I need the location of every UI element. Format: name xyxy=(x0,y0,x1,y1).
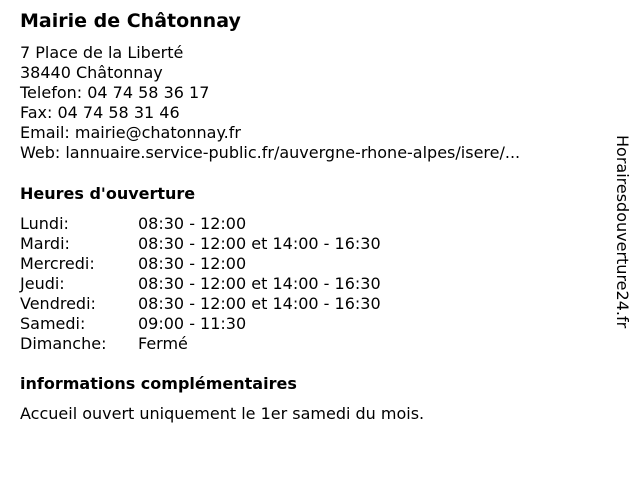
hours-time: 08:30 - 12:00 xyxy=(138,214,247,233)
hours-day: Mercredi: xyxy=(20,254,95,273)
hours-time: 09:00 - 11:30 xyxy=(138,314,247,333)
hours-time: 08:30 - 12:00 et 14:00 - 16:30 xyxy=(138,234,381,253)
hours-time: Fermé xyxy=(138,334,188,353)
web-line: Web: lannuaire.service-public.fr/auvergne-rhone-alpes/isere/... xyxy=(20,143,521,162)
site-watermark: Horairesdouverture24.fr xyxy=(613,135,632,329)
hours-row xyxy=(20,334,381,354)
hours-row xyxy=(20,274,381,294)
address-line-1: 7 Place de la Liberté xyxy=(20,43,184,62)
contact-block xyxy=(20,43,520,163)
hours-row xyxy=(20,214,381,234)
hours-row xyxy=(20,294,381,314)
hours-row xyxy=(20,254,381,274)
hours-day: Vendredi: xyxy=(20,294,96,313)
address-line-2: 38440 Châtonnay xyxy=(20,63,163,82)
hours-row xyxy=(20,234,381,254)
email-line: Email: mairie@chatonnay.fr xyxy=(20,123,241,142)
hours-day: Mardi: xyxy=(20,234,70,253)
opening-hours-heading: Heures d'ouverture xyxy=(20,184,196,203)
additional-info-heading: informations complémentaires xyxy=(20,374,297,393)
page-title: Mairie de Châtonnay xyxy=(20,10,241,32)
hours-day: Jeudi: xyxy=(20,274,65,293)
phone-line: Telefon: 04 74 58 36 17 xyxy=(20,83,210,102)
opening-hours-table xyxy=(20,214,381,354)
hours-day: Dimanche: xyxy=(20,334,107,353)
fax-line: Fax: 04 74 58 31 46 xyxy=(20,103,180,122)
hours-day: Samedi: xyxy=(20,314,86,333)
hours-day: Lundi: xyxy=(20,214,69,233)
hours-time: 08:30 - 12:00 et 14:00 - 16:30 xyxy=(138,274,381,293)
additional-info-text: Accueil ouvert uniquement le 1er samedi du mois. xyxy=(20,404,425,423)
hours-time: 08:30 - 12:00 et 14:00 - 16:30 xyxy=(138,294,381,313)
hours-time: 08:30 - 12:00 xyxy=(138,254,247,273)
hours-row xyxy=(20,314,381,334)
